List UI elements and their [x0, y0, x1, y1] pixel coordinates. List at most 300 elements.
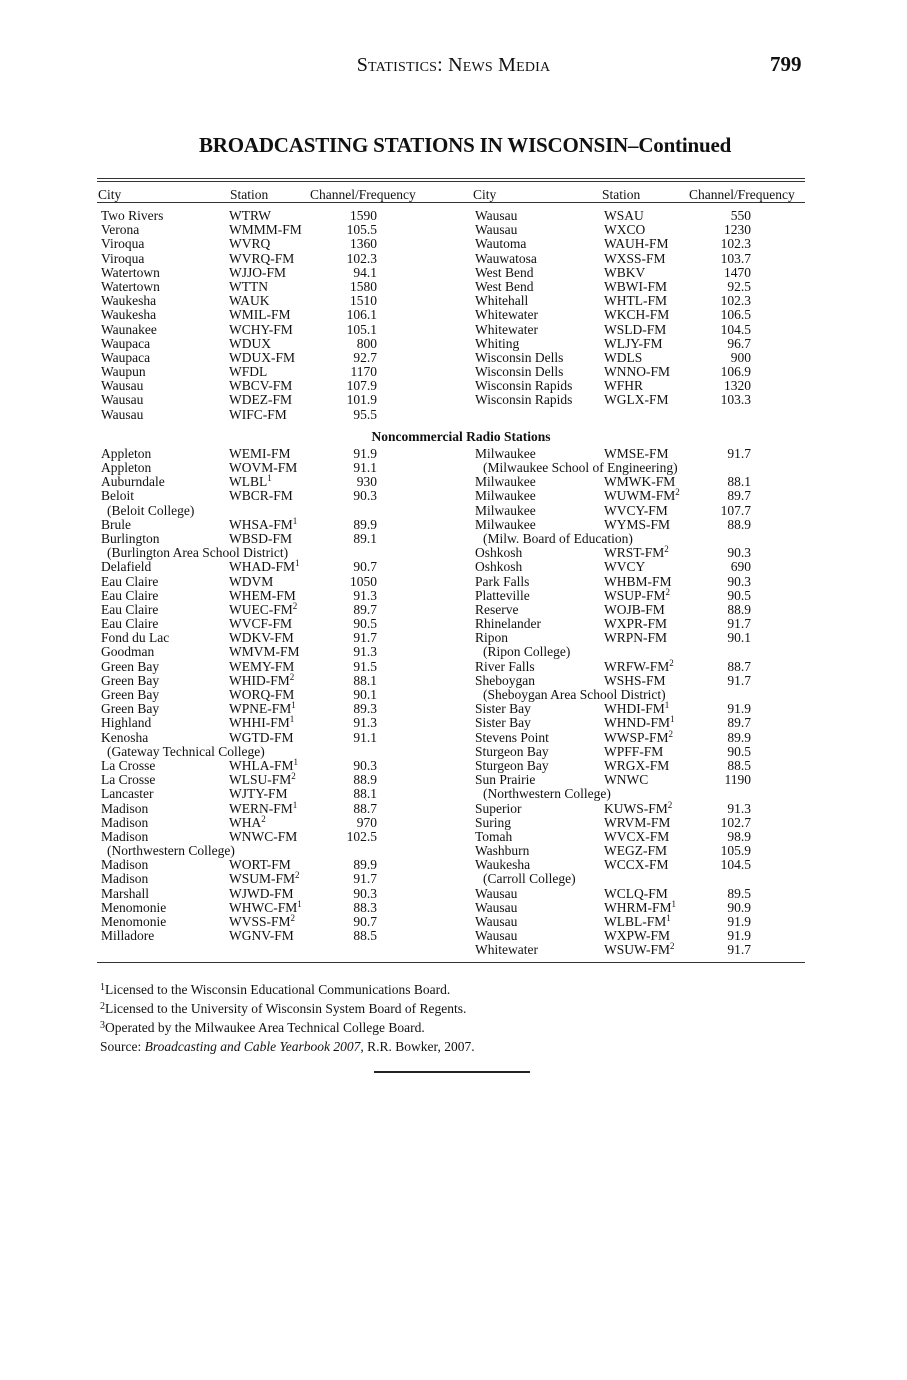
frequency-cell: 90.1	[727, 630, 751, 646]
table-row	[97, 308, 805, 322]
station-cell: WAUK	[229, 293, 270, 309]
frequency-cell: 90.3	[727, 545, 751, 561]
city-cell: Reserve	[475, 601, 519, 617]
city-cell: Highland	[101, 715, 152, 731]
frequency-cell: 89.9	[353, 857, 377, 873]
table-row	[97, 237, 805, 251]
city-cell: Whiting	[475, 335, 520, 351]
table-row	[97, 223, 805, 237]
table-row	[97, 475, 805, 489]
station-cell: WHEM-FM	[229, 587, 296, 603]
frequency-cell: 91.3	[353, 587, 377, 603]
frequency-cell: 102.3	[720, 236, 751, 252]
frequency-cell: 91.1	[353, 460, 377, 475]
city-cell: Wausau	[475, 899, 518, 915]
station-cell: WRVM-FM	[604, 814, 671, 830]
city-cell: Oshkosh	[475, 545, 523, 561]
table-row	[97, 294, 805, 308]
station-note: (Sheboygan Area School District)	[483, 687, 666, 702]
station-cell: WUWM-$FM^2$	[604, 487, 680, 504]
station-cell: WBKV	[604, 264, 646, 280]
frequency-cell: 102.5	[346, 828, 377, 844]
source-rest: R.R. Bowker, 2007.	[363, 1039, 475, 1054]
city-cell: Green Bay	[101, 658, 160, 674]
station-cell: WNNO-FM	[604, 364, 670, 380]
city-cell: Milwaukee	[475, 445, 536, 461]
city-cell: Appleton	[101, 445, 152, 461]
city-cell: Madison	[101, 871, 149, 887]
footnote-mark: 2	[675, 487, 680, 498]
city-cell: Wausau	[475, 914, 518, 929]
frequency-cell: 89.7	[727, 715, 751, 731]
table-row	[97, 252, 805, 266]
city-cell: Appleton	[101, 460, 152, 475]
table-row	[97, 657, 805, 674]
frequency-cell: 88.9	[353, 772, 377, 788]
running-head-text: Statistics: News Media	[356, 54, 551, 76]
table-row	[97, 532, 805, 546]
city-cell: Beloit	[101, 488, 134, 504]
frequency-cell: 1050	[350, 573, 377, 589]
station-cell: WDUX-FM	[229, 349, 295, 365]
station-cell: WRST-$FM^2$	[604, 544, 669, 561]
table-row	[97, 773, 805, 787]
frequency-cell: 91.3	[727, 800, 751, 816]
station-cell: WFDL	[229, 364, 268, 380]
table-row	[97, 560, 805, 574]
city-cell: Madison	[101, 857, 149, 873]
station-cell: WHTL-FM	[604, 293, 667, 309]
station-cell: WXPW-FM	[604, 928, 671, 944]
table-row	[97, 600, 805, 617]
footnote-mark: 1	[664, 700, 670, 711]
city-cell: Lancaster	[101, 786, 154, 802]
city-cell: Wausau	[101, 378, 144, 394]
footnote-mark: 1	[670, 714, 675, 725]
city-cell: Waupun	[101, 364, 146, 380]
station-cell: WVSS-$FM^2$	[229, 913, 296, 929]
table-row	[97, 787, 805, 801]
frequency-cell: 104.5	[720, 321, 751, 337]
station-cell: WLBL$^1$	[229, 473, 272, 490]
frequency-cell: 1360	[350, 236, 377, 252]
station-cell: WLSU-$FM^2$	[229, 771, 296, 788]
frequency-cell: 98.9	[727, 828, 751, 844]
frequency-cell: 89.7	[353, 601, 377, 617]
commercial-rows	[97, 209, 805, 422]
station-cell: WMSE-FM	[604, 445, 669, 461]
station-cell: WXSS-FM	[604, 250, 666, 266]
station-cell: WOJB-FM	[604, 601, 665, 617]
frequency-cell: 91.7	[727, 942, 751, 958]
footnote-mark: 2	[667, 799, 673, 810]
city-cell: Waukesha	[101, 293, 157, 309]
footnote-mark: 1	[292, 799, 298, 810]
station-cell: WHND-$FM^1$	[604, 714, 675, 731]
station-cell: WHAD-$FM^1$	[229, 558, 300, 575]
frequency-cell: 91.1	[353, 729, 377, 745]
frequency-cell: 1320	[724, 378, 751, 394]
table-row	[97, 393, 805, 407]
station-cell: WBCR-FM	[229, 488, 293, 504]
station-cell: WEMI-FM	[229, 445, 291, 461]
city-cell: Goodman	[101, 644, 155, 660]
bottom-rule	[97, 962, 805, 963]
frequency-cell: 105.5	[346, 222, 377, 238]
station-cell: WSUM-$FM^2$	[229, 870, 300, 887]
frequency-cell: 91.7	[353, 630, 377, 646]
frequency-cell: 1190	[724, 772, 751, 788]
city-cell: Burlington	[101, 530, 160, 546]
frequency-cell: 88.9	[727, 601, 751, 617]
footnote-mark: 2	[290, 913, 296, 923]
table-row	[97, 943, 805, 957]
column-header-row	[97, 182, 805, 202]
frequency-cell: 96.7	[727, 335, 751, 351]
station-cell: WHDI-$FM^1$	[604, 700, 670, 717]
frequency-cell: 107.9	[346, 378, 377, 394]
table-row	[97, 617, 805, 631]
table-row	[97, 915, 805, 929]
table-row	[97, 546, 805, 560]
station-cell: WCLQ-FM	[604, 885, 668, 901]
footnote-mark: 2	[664, 544, 669, 555]
city-cell: Menomonie	[101, 914, 167, 929]
station-cell: WSAU	[604, 208, 644, 223]
frequency-cell: 1230	[724, 222, 751, 238]
frequency-cell: 106.1	[346, 307, 377, 323]
station-cell: WSHS-FM	[604, 672, 666, 688]
city-cell: Whitehall	[475, 293, 529, 309]
city-cell: Watertown	[101, 278, 160, 294]
table-row	[97, 461, 805, 475]
table-title: BROADCASTING STATIONS IN WISCONSIN–Continued	[198, 133, 732, 157]
station-cell: WORT-FM	[229, 857, 291, 873]
commercial-section	[97, 209, 805, 422]
frequency-cell: 91.9	[727, 701, 751, 717]
end-rule	[374, 1071, 530, 1073]
frequency-cell: 88.5	[353, 928, 377, 944]
station-cell: WMMM-FM	[229, 222, 302, 238]
page-number: 799	[770, 52, 802, 76]
city-cell: Kenosha	[101, 729, 149, 745]
city-cell: Viroqua	[101, 250, 145, 266]
station-cell: WGLX-FM	[604, 392, 669, 408]
station-cell: WRFW-$FM^2$	[604, 657, 674, 674]
table-row	[97, 716, 805, 730]
city-cell: Delafield	[101, 559, 152, 575]
city-cell: West Bend	[475, 264, 534, 280]
city-cell: Madison	[101, 828, 149, 844]
city-cell: Watertown	[101, 264, 160, 280]
frequency-cell: 90.9	[727, 899, 751, 915]
frequency-cell: 90.5	[727, 587, 751, 603]
frequency-cell: 1510	[350, 293, 377, 309]
frequency-cell: 102.3	[720, 293, 751, 309]
frequency-cell: 88.5	[727, 757, 751, 773]
station-cell: WRPN-FM	[604, 630, 668, 646]
city-cell: Wausau	[475, 208, 518, 223]
station-cell: WOVM-FM	[229, 460, 298, 475]
table-row	[97, 575, 805, 589]
frequency-cell: 88.7	[353, 800, 377, 816]
frequency-cell: 91.9	[353, 445, 377, 461]
station-note: (Beloit College)	[107, 502, 195, 518]
station-cell: WHBM-FM	[604, 573, 672, 589]
frequency-cell: 91.7	[727, 616, 751, 632]
city-cell: Eau Claire	[101, 616, 159, 632]
station-cell: WRGX-FM	[604, 757, 670, 773]
station-cell: WSUW-$FM^2$	[604, 941, 675, 958]
table-row	[97, 671, 805, 688]
table-row	[97, 323, 805, 337]
frequency-cell: 690	[730, 559, 751, 575]
city-cell: Sun Prairie	[475, 772, 536, 788]
station-cell: WPFF-FM	[604, 743, 664, 759]
city-cell: Wautoma	[475, 236, 527, 252]
frequency-cell: 1170	[350, 364, 377, 380]
station-cell: WCCX-FM	[604, 857, 669, 873]
city-cell: Ripon	[475, 630, 509, 646]
city-cell: Sister Bay	[475, 701, 531, 717]
frequency-cell: 92.7	[353, 349, 377, 365]
footnote-mark: 2	[292, 600, 298, 611]
footnote-mark: 1	[666, 913, 671, 923]
city-cell: Wausau	[475, 928, 518, 944]
column-header-city: City	[98, 187, 122, 202]
column-header-city-2: City	[473, 187, 497, 202]
station-cell: WORQ-FM	[229, 687, 295, 702]
city-cell: La Crosse	[101, 772, 156, 788]
footnote-mark: 2	[289, 671, 295, 682]
city-cell: Park Falls	[475, 573, 530, 589]
city-cell: Wisconsin Dells	[475, 364, 564, 380]
station-cell: WXCO	[604, 222, 646, 238]
city-cell: Madison	[101, 800, 149, 816]
city-cell: Two Rivers	[101, 208, 164, 223]
city-cell: Wausau	[101, 406, 144, 422]
footnote-2-text: Licensed to the University of Wisconsin System Board of Regents.	[105, 1001, 467, 1016]
frequency-cell: 1470	[724, 264, 751, 280]
frequency-cell: 91.7	[727, 672, 751, 688]
city-cell: Verona	[101, 222, 140, 238]
station-cell: WVCF-FM	[229, 616, 293, 632]
table-row	[97, 489, 805, 503]
frequency-cell: 90.5	[353, 616, 377, 632]
table-row	[97, 898, 805, 915]
station-cell: WEMY-FM	[229, 658, 295, 674]
city-cell: Milwaukee	[475, 516, 536, 532]
table-row	[97, 813, 805, 830]
city-cell: Wausau	[101, 392, 144, 408]
source-label: Source:	[100, 1039, 145, 1054]
station-cell: KUWS-$FM^2$	[604, 799, 673, 816]
station-cell: WLJY-FM	[604, 335, 663, 351]
city-cell: Milladore	[101, 928, 155, 944]
table-row	[97, 337, 805, 351]
station-cell: WHWC-$FM^1$	[229, 898, 302, 915]
station-cell: WHRM-$FM^1$	[604, 898, 677, 915]
station-cell: WDUX	[229, 335, 271, 351]
table-row	[97, 586, 805, 603]
station-note: (Northwestern College)	[107, 843, 235, 859]
city-cell: Suring	[475, 814, 512, 830]
frequency-cell: 103.3	[720, 392, 751, 408]
footnotes	[100, 980, 475, 1056]
station-cell: WPNE-$FM^1$	[229, 700, 296, 717]
footnote-mark: 1	[292, 515, 298, 526]
footnote-mark: 1	[297, 898, 302, 909]
frequency-cell: 88.3	[353, 899, 377, 915]
frequency-cell: 88.1	[727, 474, 751, 490]
station-cell: WHSA-$FM^1$	[229, 515, 298, 532]
table-row	[97, 830, 805, 844]
table-row	[97, 631, 805, 645]
station-cell: WVCX-FM	[604, 828, 670, 844]
station-cell: WHID-$FM^2$	[229, 671, 295, 688]
station-cell: WLBL-$FM^1$	[604, 913, 671, 929]
table-row	[97, 365, 805, 379]
table-row	[97, 872, 805, 886]
table-row	[97, 688, 805, 702]
city-cell: Platteville	[475, 587, 530, 603]
station-cell: WJJO-FM	[229, 264, 287, 280]
station-cell: WXPR-FM	[604, 616, 668, 632]
station-cell: WJTY-FM	[229, 786, 288, 802]
frequency-cell: 89.9	[727, 729, 751, 745]
station-cell: WDEZ-FM	[229, 392, 292, 408]
city-cell: Waukesha	[101, 307, 157, 323]
footnote-3-text: Operated by the Milwaukee Area Technical College Board.	[105, 1020, 425, 1035]
frequency-cell: 91.9	[727, 928, 751, 944]
frequency-cell: 102.3	[346, 250, 377, 266]
column-header-frequency: Channel/Frequency	[310, 187, 416, 202]
frequency-cell: 91.3	[353, 644, 377, 660]
frequency-cell: 92.5	[727, 278, 751, 294]
city-cell: Stevens Point	[475, 729, 549, 745]
footnote-1	[100, 980, 475, 999]
table-row	[97, 702, 805, 716]
frequency-cell: 900	[730, 349, 751, 365]
frequency-cell: 91.5	[353, 658, 377, 674]
column-header-station-2: Station	[602, 187, 641, 202]
table-row	[97, 858, 805, 872]
table-row	[97, 266, 805, 280]
station-cell: WBWI-FM	[604, 278, 667, 294]
footnote-mark: 2	[261, 813, 266, 824]
frequency-cell: 89.9	[353, 516, 377, 532]
city-cell: La Crosse	[101, 757, 156, 773]
city-cell: Sister Bay	[475, 715, 531, 731]
station-cell: WSUP-$FM^2$	[604, 586, 671, 603]
footnote-3	[100, 1018, 475, 1037]
city-cell: Superior	[475, 800, 522, 816]
station-cell: WGTD-FM	[229, 729, 294, 745]
station-cell: WDKV-FM	[229, 630, 294, 646]
table-row	[97, 351, 805, 365]
column-header-station: Station	[230, 187, 269, 202]
station-cell: WJWD-FM	[229, 885, 294, 901]
city-cell: Milwaukee	[475, 488, 536, 504]
frequency-cell: 1580	[350, 278, 377, 294]
frequency-cell: 89.5	[727, 885, 751, 901]
table-row	[97, 280, 805, 294]
station-cell: WMWK-FM	[604, 474, 676, 490]
footnote-mark: 1	[267, 473, 272, 484]
frequency-cell: 88.9	[727, 516, 751, 532]
frequency-cell: 91.7	[353, 871, 377, 887]
column-header-frequency-2: Channel/Frequency	[689, 187, 795, 202]
table-row	[97, 929, 805, 943]
table-row	[97, 209, 805, 223]
frequency-cell: 90.5	[727, 743, 751, 759]
frequency-cell: 89.3	[353, 701, 377, 717]
city-cell: Whitewater	[475, 942, 538, 958]
city-cell: Fond du Lac	[101, 630, 170, 646]
city-cell: Wausau	[475, 885, 518, 901]
frequency-cell: 1590	[350, 208, 377, 223]
table-row	[97, 745, 805, 759]
frequency-cell: 105.1	[346, 321, 377, 337]
station-cell: WVRQ-FM	[229, 250, 295, 266]
city-cell: West Bend	[475, 278, 534, 294]
station-note: (Milw. Board of Education)	[483, 530, 633, 546]
city-cell: Waukesha	[475, 857, 531, 873]
city-cell: Wausau	[475, 222, 518, 238]
table-row	[97, 728, 805, 745]
city-cell: River Falls	[475, 658, 535, 674]
table-row	[97, 408, 805, 422]
table-row	[97, 645, 805, 659]
frequency-cell: 91.3	[353, 715, 377, 731]
city-cell: Auburndale	[101, 474, 165, 490]
city-cell: Washburn	[475, 843, 530, 859]
frequency-cell: 95.5	[353, 406, 377, 422]
city-cell: Green Bay	[101, 687, 160, 702]
frequency-cell: 90.3	[353, 488, 377, 504]
frequency-cell: 970	[356, 814, 377, 830]
table-row	[97, 515, 805, 532]
station-note: (Carroll College)	[483, 871, 576, 887]
frequency-cell: 930	[356, 474, 377, 490]
station-cell: WMIL-FM	[229, 307, 291, 323]
footnote-mark: 2	[669, 657, 674, 668]
city-cell: Eau Claire	[101, 587, 159, 603]
stations-table	[97, 178, 805, 963]
source-title: Broadcasting and Cable Yearbook 2007,	[144, 1039, 364, 1054]
station-cell: WSLD-FM	[604, 321, 667, 337]
frequency-cell: 91.9	[727, 914, 751, 929]
table-row	[97, 887, 805, 901]
city-cell: Tomah	[475, 828, 513, 844]
station-cell: WGNV-FM	[229, 928, 294, 944]
station-cell: WDVM	[229, 573, 274, 589]
frequency-cell: 103.7	[720, 250, 751, 266]
frequency-cell: 800	[356, 335, 377, 351]
footnote-mark: 2	[668, 728, 674, 739]
city-cell: Waupaca	[101, 349, 151, 365]
city-cell: Wisconsin Rapids	[475, 378, 573, 394]
frequency-cell: 88.1	[353, 786, 377, 802]
station-note: (Gateway Technical College)	[107, 743, 265, 759]
station-cell: WMVM-FM	[229, 644, 300, 660]
table-row	[97, 447, 805, 461]
footnote-mark: 1	[671, 898, 677, 909]
footnote-mark: 2	[291, 771, 296, 782]
city-cell: Viroqua	[101, 236, 145, 252]
city-cell: Eau Claire	[101, 601, 159, 617]
footnote-mark: 1	[289, 714, 295, 725]
